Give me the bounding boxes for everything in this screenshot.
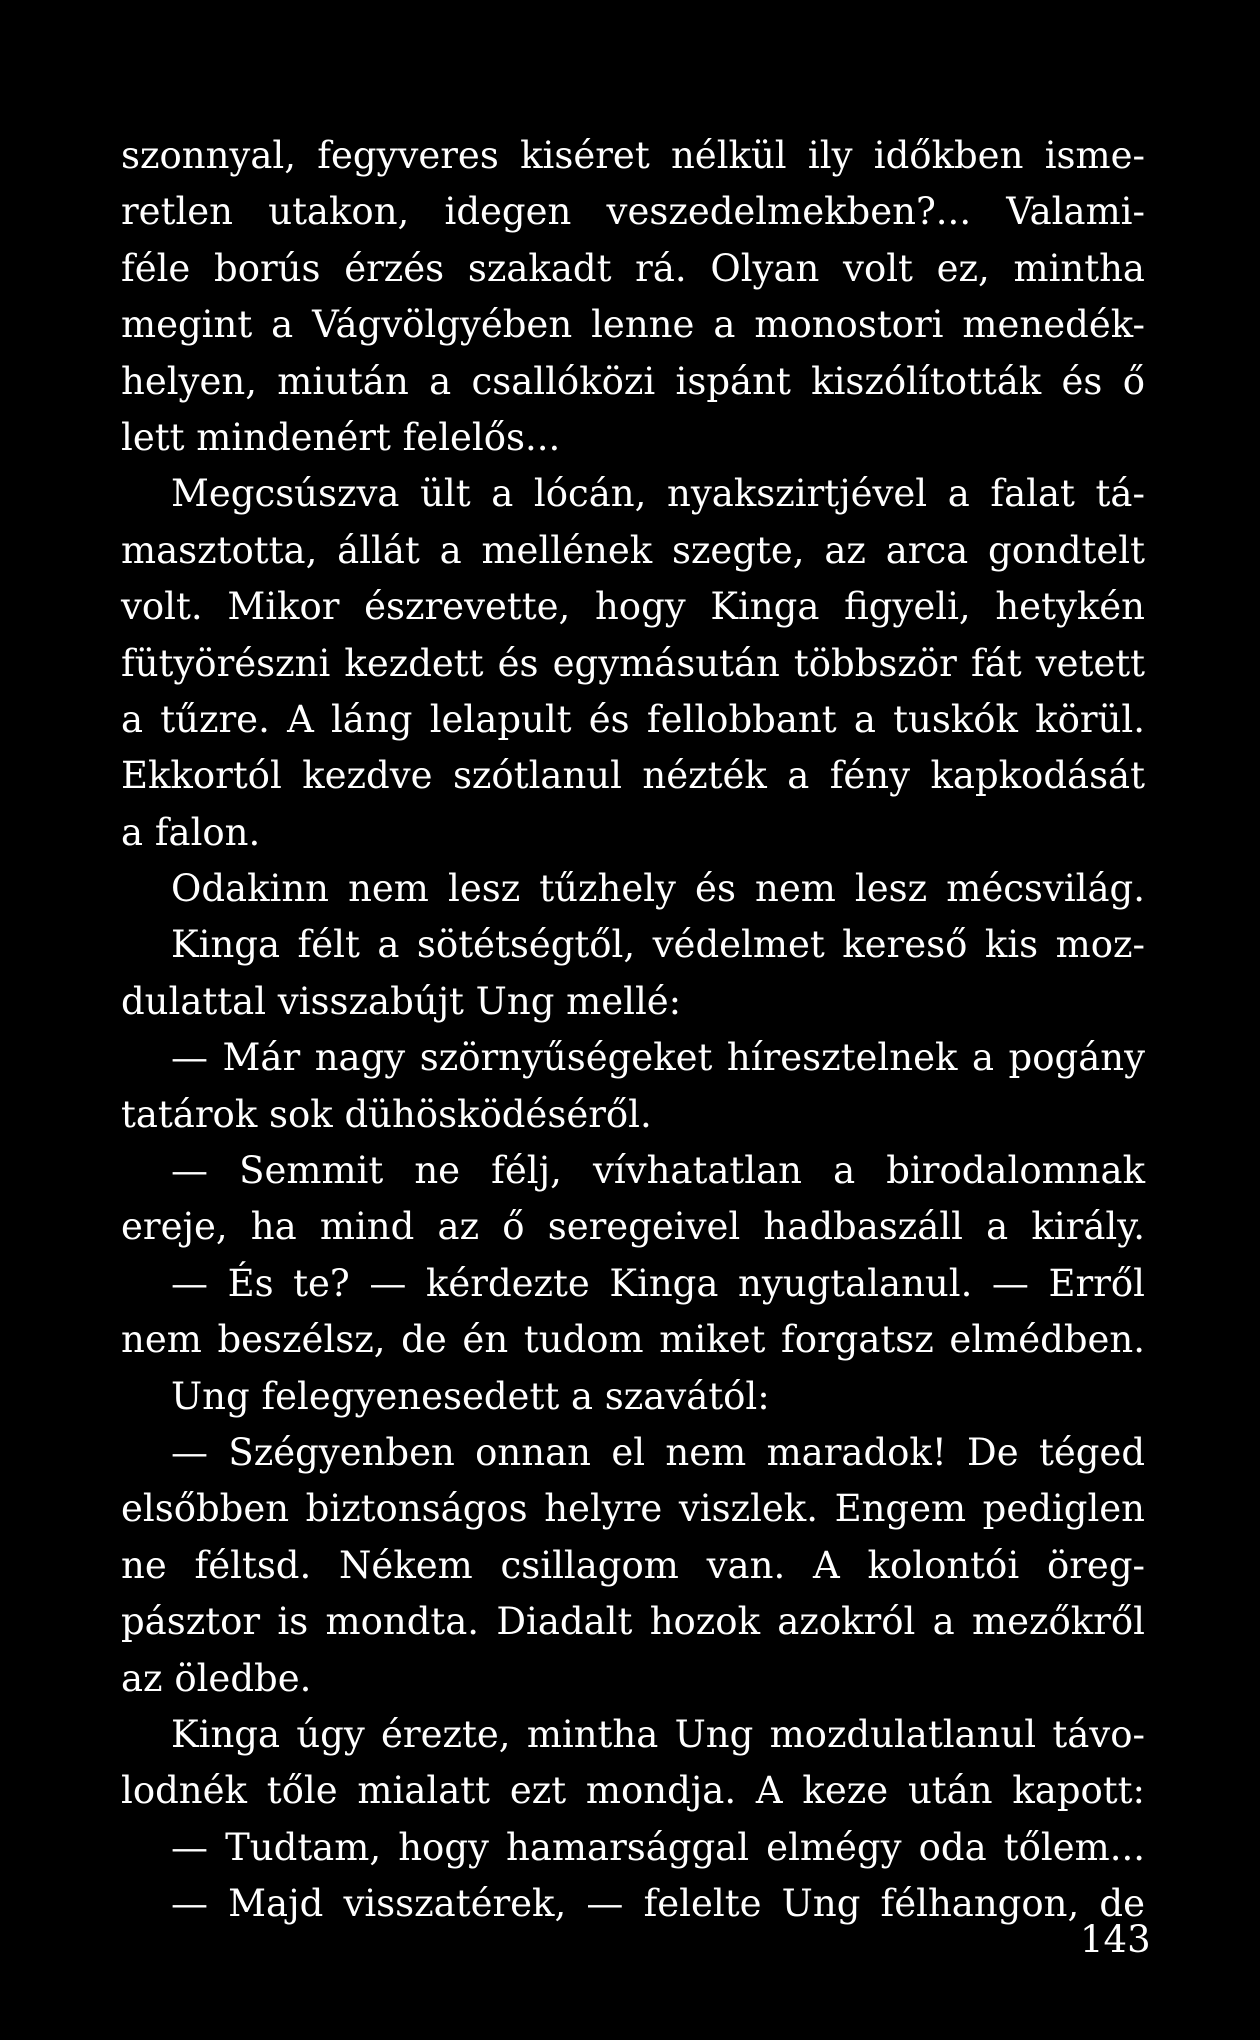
text-line: Odakinn nem lesz tűzhely és nem lesz mécsvilág. (171, 867, 1145, 911)
text-line: az öledbe. (121, 1656, 312, 1700)
text-line: — Semmit ne félj, vívhatatlan a birodalomnak (171, 1149, 1145, 1193)
text-line: szonnyal, fegyveres kiséret nélkül ily időkben isme- (121, 134, 1145, 177)
text-line: a tűzre. A láng lelapult és fellobbant a tuskók körül. (121, 697, 1145, 741)
text-line: megint a Vágvölgyében lenne a monostori menedék- (121, 303, 1145, 347)
text-line: nem beszélsz, de én tudom miket forgatsz elmédben. (121, 1318, 1145, 1362)
text-line: — Már nagy szörnyűségeket híresztelnek a pogány (171, 1036, 1145, 1080)
text-line: Kinga félt a sötétségtől, védelmet kereső kis moz- (171, 923, 1145, 967)
text-line: Ekkortól kezdve szótlanul nézték a fény kapkodását (121, 754, 1145, 798)
text-line: — Majd visszatérek, — felelte Ung félhangon, de (171, 1882, 1145, 1926)
text-line: ne féltsd. Nékem csillagom van. A kolontói öreg- (121, 1543, 1145, 1587)
text-line: a falon. (121, 810, 261, 854)
text-line: retlen utakon, idegen veszedelmekben?... Valami- (121, 190, 1145, 234)
body-text (121, 128, 1145, 1933)
text-line: dulattal visszabújt Ung mellé: (121, 979, 682, 1023)
text-line: lodnék tőle mialatt ezt mondja. A keze után kapott: (121, 1769, 1145, 1813)
text-line: ereje, ha mind az ő seregeivel hadbaszáll a király. (121, 1205, 1145, 1249)
text-line: Kinga úgy érezte, mintha Ung mozdulatlanul távo- (171, 1712, 1145, 1756)
text-line: — Tudtam, hogy hamarsággal elmégy oda tőlem... (171, 1825, 1145, 1869)
text-line: fütyörészni kezdett és egymásután többször fát vetett (121, 641, 1145, 685)
text-line: — Szégyenben onnan el nem maradok! De téged (171, 1430, 1145, 1474)
text-line: masztotta, állát a mellének szegte, az arca gondtelt (121, 528, 1145, 572)
text-line: pásztor is mondta. Diadalt hozok azokról a mezőkről (121, 1600, 1145, 1644)
text-line: Megcsúszva ült a lócán, nyakszirtjével a falat tá- (171, 472, 1145, 516)
text-line: lett mindenért felelős... (121, 415, 561, 459)
text-line: féle borús érzés szakadt rá. Olyan volt ez, mintha (121, 246, 1145, 290)
text-line: tatárok sok dühösködéséről. (121, 1092, 652, 1136)
text-line: Ung felegyenesedett a szavától: (171, 1374, 770, 1418)
text-line: helyen, miután a csallóközi ispánt kiszólították és ő (121, 359, 1145, 403)
text-line: — És te? — kérdezte Kinga nyugtalanul. — Erről (171, 1261, 1145, 1305)
page-number: 143 (1080, 1918, 1151, 1961)
text-line: elsőbben biztonságos helyre viszlek. Engem pediglen (121, 1487, 1145, 1531)
text-line: volt. Mikor észrevette, hogy Kinga figyeli, hetykén (121, 585, 1145, 629)
